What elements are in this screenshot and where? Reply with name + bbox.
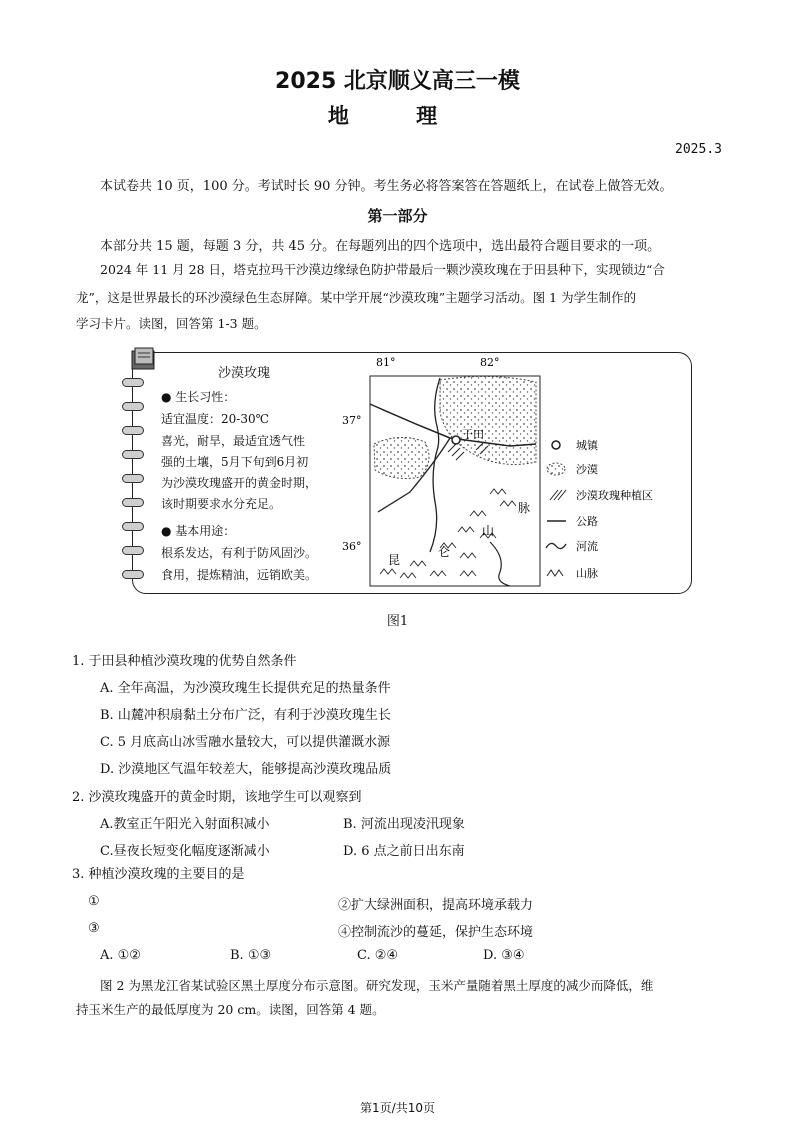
question-option: C.昼夜长短变化幅度逐渐减小	[100, 844, 270, 859]
question-option: D. ③④	[483, 948, 525, 963]
question-option: A. 全年高温，为沙漠玫瑰生长提供充足的热量条件	[100, 681, 391, 696]
binder-ring	[122, 498, 144, 507]
latitude-label: 37°	[342, 414, 362, 427]
legend-label: 城镇	[576, 439, 598, 452]
planting-area-icon	[550, 490, 566, 500]
legend-label: 山脉	[576, 567, 598, 580]
question-option: C. ②④	[357, 948, 399, 963]
question-option: C. 5 月底高山冰雪融水量较大，可以提供灌溉水源	[100, 735, 391, 750]
question-stem: 3. 种植沙漠玫瑰的主要目的是	[72, 867, 245, 882]
passage-line: 持玉米生产的最低厚度为 20 cm。读图，回答第 4 题。	[76, 1002, 385, 1017]
binder-ring	[122, 546, 144, 555]
card-title: 沙漠玫瑰	[218, 366, 271, 381]
question-option: D. 沙漠地区气温年较差大，能够提高沙漠玫瑰品质	[100, 762, 392, 777]
binder-ring	[122, 378, 144, 387]
river-icon	[546, 543, 566, 548]
question-option: B. 山麓冲积扇黏土分布广泛，有利于沙漠玫瑰生长	[100, 708, 391, 723]
use-heading: ● 基本用途：	[161, 524, 236, 538]
exam-title: 2025 北京顺义高三一模	[275, 69, 520, 94]
mountain-char: 仑	[438, 545, 451, 559]
habit-line: 为沙漠玫瑰盛开的黄金时期，	[161, 476, 318, 490]
map-figure	[340, 352, 690, 594]
question-statement: ①	[88, 894, 100, 909]
binder-ring	[122, 402, 144, 411]
habit-line: 适宜温度：20-30℃	[161, 412, 270, 426]
binder-ring	[122, 426, 144, 435]
passage-line: 学习卡片。读图，回答第 1-3 题。	[76, 316, 267, 331]
exam-notice: 本试卷共 10 页，100 分。考试时长 90 分钟。考生务必将答案答在答题纸上，在试卷上做答无效。	[100, 179, 673, 194]
binder-ring	[122, 522, 144, 531]
passage-line: 龙”，这是世界最长的环沙漠绿色生态屏障。某中学开展“沙漠玫瑰”主题学习活动。图 1 为学生制作的	[76, 290, 637, 305]
question-option: B. 河流出现凌汛现象	[343, 817, 465, 832]
question-statement: ③	[88, 921, 100, 936]
habit-line: 该时期要求水分充足。	[161, 497, 282, 511]
question-option: A.教室正午阳光入射面积减小	[100, 817, 270, 832]
latitude-label: 36°	[342, 540, 362, 553]
part-intro: 本部分共 15 题，每题 3 分，共 45 分。在每题列出的四个选项中，选出最符合题目要求的一项。	[100, 239, 661, 254]
legend-label: 沙漠	[576, 463, 598, 476]
question-option: A. ①②	[100, 948, 141, 963]
habit-line: 强的土壤，5月下旬到6月初	[161, 455, 309, 469]
mountain-char: 昆	[388, 553, 401, 567]
map-legend	[546, 438, 653, 580]
mountain-icon	[547, 570, 563, 576]
binder-ring	[122, 570, 144, 579]
question-statement: ②扩大绿洲面积，提高环境承载力	[338, 898, 534, 913]
longitude-label: 82°	[480, 356, 500, 369]
desert-area	[374, 437, 429, 478]
question-stem: 2. 沙漠玫瑰盛开的黄金时期，该地学生可以观察到	[72, 790, 362, 805]
passage-line: 2024 年 11 月 28 日，塔克拉玛干沙漠边缘绿色防护带最后一颗沙漠玫瑰在于田县种下，实现锁边“合	[100, 262, 665, 277]
question-statement: ④控制流沙的蔓延，保护生态环境	[338, 925, 534, 940]
binder-ring	[122, 474, 144, 483]
question-option: D. 6 点之前日出东南	[343, 844, 465, 859]
legend-label: 河流	[576, 540, 598, 553]
question-option: B. ①③	[230, 948, 272, 963]
exam-date: 2025.3	[675, 142, 722, 157]
page-number: 第1页/共10页	[360, 1101, 435, 1115]
desert-icon	[547, 463, 565, 475]
subject-title: 地 理	[327, 104, 468, 128]
part-heading: 第一部分	[367, 207, 428, 225]
legend-label: 公路	[576, 515, 598, 528]
town-marker	[452, 436, 460, 444]
town-label: 于田	[462, 428, 484, 441]
use-line: 食用，提炼精油，远销欧美。	[161, 568, 318, 582]
binder-ring	[122, 450, 144, 459]
town-icon	[552, 441, 560, 449]
longitude-label: 81°	[376, 356, 396, 369]
mountain-char: 山	[482, 524, 495, 538]
habit-heading: ● 生长习性：	[161, 390, 236, 404]
passage-line: 图 2 为黑龙江省某试验区黑土厚度分布示意图。研究发现，玉米产量随着黑土厚度的减少而降低，维	[100, 978, 654, 993]
habit-line: 喜光，耐旱，最适宜透气性	[161, 434, 306, 448]
figure-caption: 图1	[386, 614, 409, 629]
book-icon	[130, 345, 156, 371]
mountain-char: 脉	[518, 501, 531, 515]
use-line: 根系发达，有利于防风固沙。	[161, 546, 318, 560]
question-stem: 1. 于田县种植沙漠玫瑰的优势自然条件	[72, 654, 297, 669]
legend-label: 沙漠玫瑰种植区	[576, 489, 653, 502]
